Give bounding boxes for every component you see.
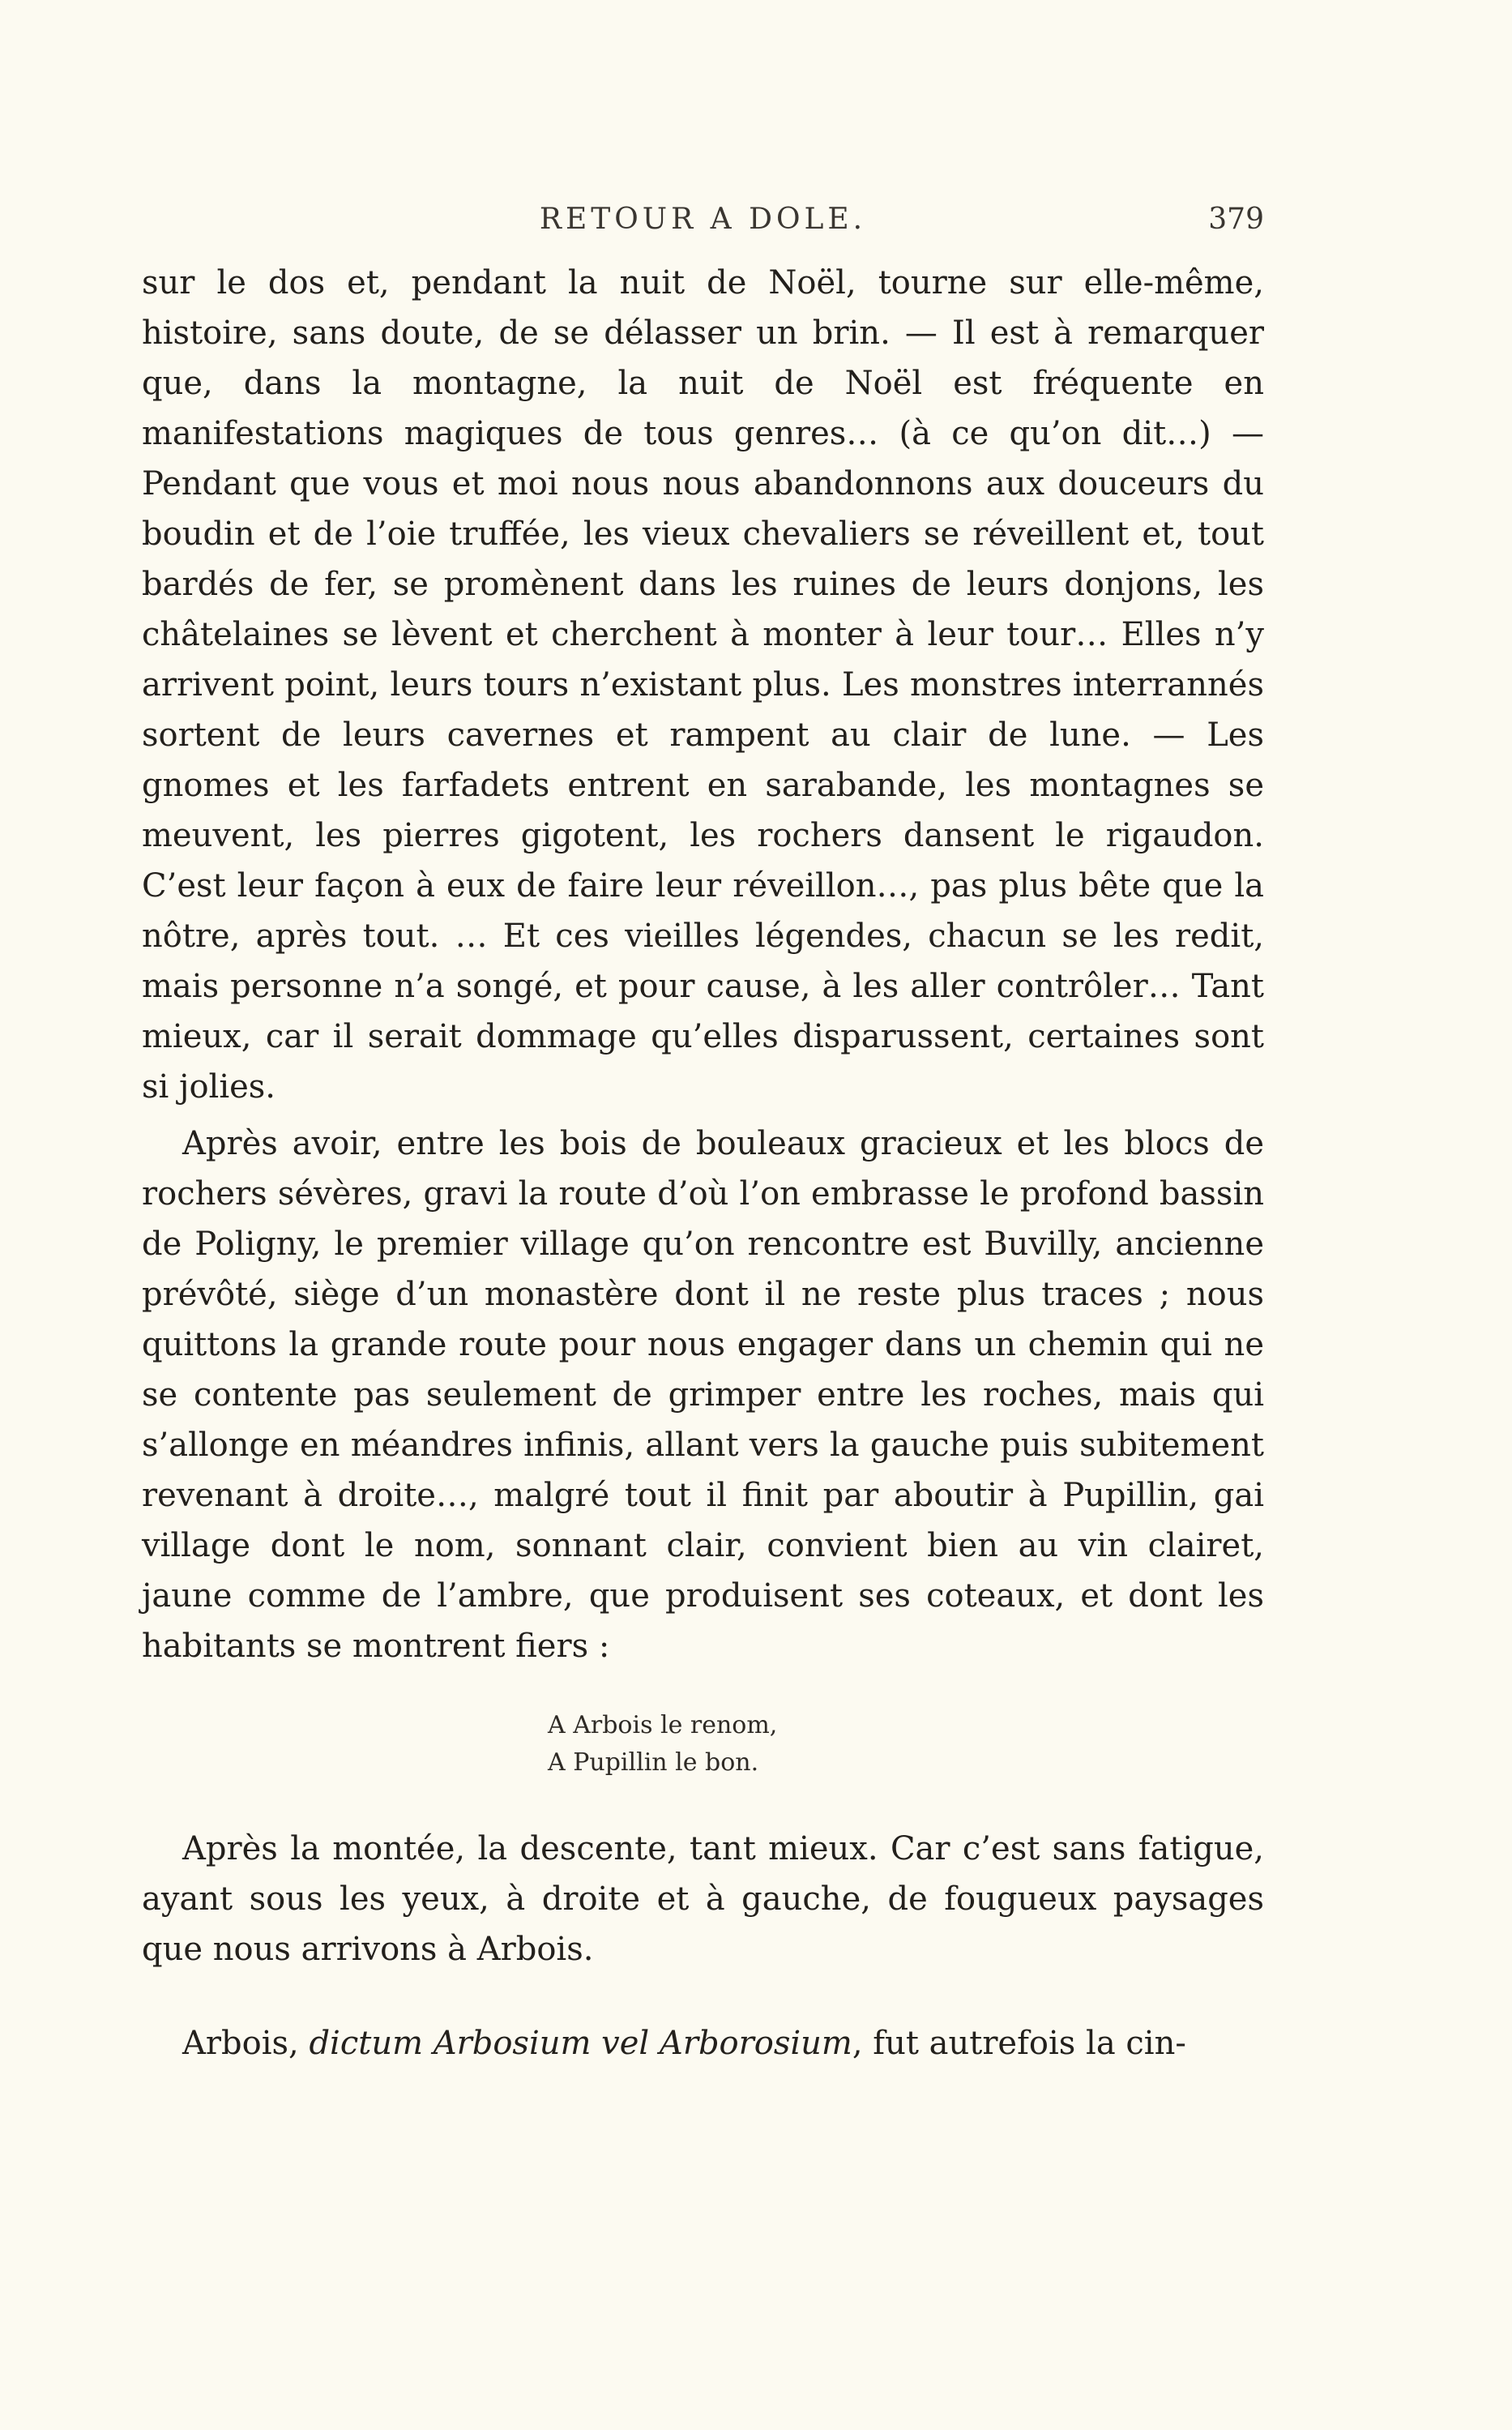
page-number: 379 [1208, 203, 1264, 236]
paragraph-route-pupillin: Après avoir, entre les bois de bouleaux gracieux et les blocs de rochers sévères, gravi la route d’où l’on embrasse le profond bassin de Poligny, le premier village qu’on rencontre est Buvilly, ancienne prévôté, siège d’un monastère dont il ne reste plus traces ; nous quittons la grande route pour nous engager dans un chemin qui ne se contente pas seulement de grimper entre les roches, mais qui s’allonge en méandres infinis, allant vers la gauche puis subitement revenant à droite…, malgré tout il finit par aboutir à Pupillin, gai village dont le nom, sonnant clair, convient bien au vin clairet, jaune comme de l’ambre, que produisent ses coteaux, et dont les habitants se montrent fiers : [142, 1125, 1264, 1665]
paragraph-legends: sur le dos et, pendant la nuit de Noël, tourne sur elle-même, histoire, sans doute, de se délasser un brin. — Il est à remarquer que, dans la montagne, la nuit de Noël est fréquente en manifestations magiques de tous genres… (à ce qu’on dit…) — Pendant que vous et moi nous nous abandonnons aux douceurs du boudin et de l’oie truffée, les vieux chevaliers se réveillent et, tout bardés de fer, se promènent dans les ruines de leurs donjons, les châtelaines se lèvent et cherchent à monter à leur tour… Elles n’y arrivent point, leurs tours n’existant plus. Les monstres interrannés sortent de leurs cavernes et rampent au clair de lune. — Les gnomes et les farfadets entrent en sarabande, les montagnes se meuvent, les pierres gigotent, les rochers dansent le rigaudon. C’est leur façon à eux de faire leur réveillon…, pas plus bête que la nôtre, après tout. … Et ces vieilles légendes, chacun se les redit, mais personne n’a songé, et pour cause, à les aller contrôler… Tant mieux, car il serait dommage qu’elles disparussent, certaines sont si jolies. [142, 264, 1264, 1106]
paragraph-arbois-end: , fut autrefois la cin- [852, 2025, 1186, 2062]
verse-quote [548, 1707, 777, 1782]
running-title: RETOUR A DOLE. [539, 203, 867, 236]
running-head [142, 203, 1264, 251]
paragraph-arrival-arbois: Après la montée, la descente, tant mieux. Car c’est sans fatigue, ayant sous les yeux, à droite et à gauche, de fougueux paysages que nous arrivons à Arbois. [142, 1830, 1264, 1968]
verse-line: A Arbois le renom, [548, 1711, 778, 1739]
paragraph-arbois-start: Arbois, [182, 2025, 310, 2062]
paragraph-arbois [142, 2018, 1264, 2068]
verse-line: A Pupillin le bon. [548, 1748, 759, 1777]
latin-name: dictum Arbosium vel Arborosium [309, 2025, 852, 2062]
